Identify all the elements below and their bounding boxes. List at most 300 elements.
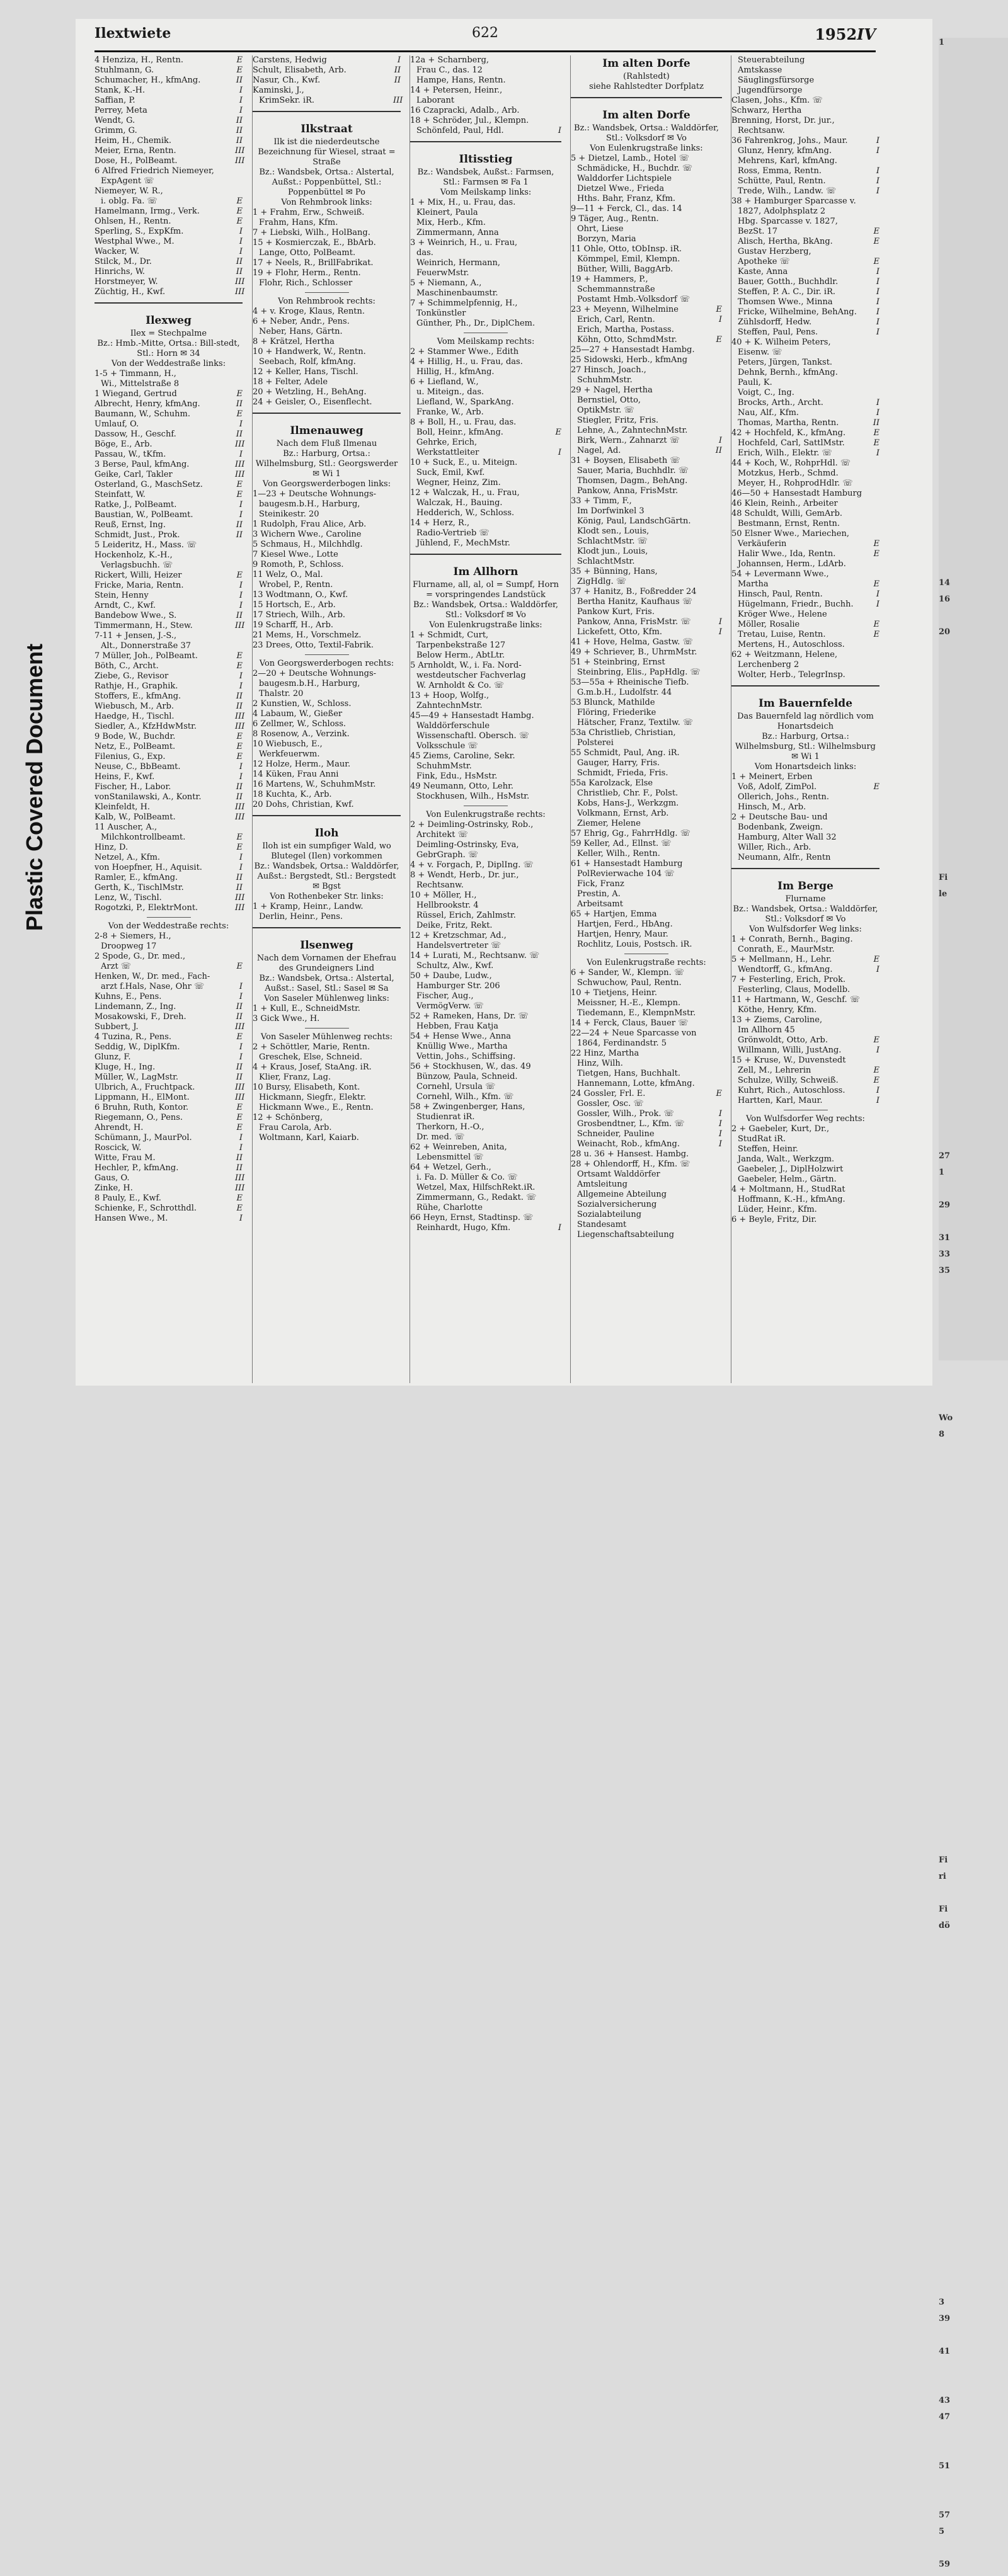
entry-floor	[714, 748, 722, 758]
directory-entry	[571, 1109, 722, 1119]
directory-entry	[94, 530, 243, 540]
directory-entry	[410, 1102, 561, 1112]
entry-floor: E	[873, 630, 879, 639]
entry-text: Hinrichs, W.	[94, 267, 146, 276]
entry-text: Fink, Edu., HsMstr.	[416, 772, 498, 781]
entry-floor	[714, 285, 722, 295]
directory-entry	[731, 802, 879, 812]
directory-entry	[94, 1022, 243, 1032]
directory-entry	[94, 792, 243, 802]
entry-floor	[714, 224, 722, 234]
directory-entry	[94, 1103, 243, 1113]
entry-floor: I	[239, 247, 243, 256]
entry-floor	[872, 126, 879, 136]
directory-entry	[571, 577, 722, 587]
directory-entry	[94, 692, 243, 702]
directory-entry	[571, 345, 722, 355]
entry-text: Radio-Vertrieb ☏	[416, 528, 490, 538]
entry-floor	[714, 587, 722, 597]
entry-floor: I	[239, 1052, 243, 1062]
street-heading: Im Bauernfelde	[731, 685, 879, 712]
entry-text: Jühlend, F., MechMstr.	[416, 539, 510, 548]
entry-text: König, Paul, LandschGärtn.	[577, 516, 691, 526]
directory-entry	[571, 486, 722, 496]
directory-entry	[253, 1042, 401, 1052]
entry-text: Bünzow, Paula, Schneid.	[416, 1072, 518, 1081]
entry-floor: III	[235, 621, 245, 630]
entry-floor	[393, 679, 401, 689]
directory-entry	[571, 688, 722, 698]
entry-floor: E	[236, 1032, 243, 1042]
entry-text: Carstens, Hedwig	[253, 55, 327, 65]
directory-entry	[94, 480, 243, 490]
directory-entry	[94, 136, 243, 146]
directory-entry	[731, 539, 879, 549]
directory-entry	[94, 257, 243, 267]
directory-entry	[94, 86, 243, 96]
adjacent-fragment	[939, 1888, 1008, 1905]
entry-floor	[554, 1193, 561, 1203]
entry-floor	[393, 337, 401, 347]
directory-entry	[94, 1214, 243, 1224]
entry-floor	[393, 499, 401, 510]
directory-entry	[571, 496, 722, 506]
entry-text: Wolter, Herb., TelegrInsp.	[738, 670, 845, 680]
entry-floor	[554, 258, 561, 268]
directory-entry	[731, 398, 879, 408]
entry-text: Rechtsanw.	[738, 126, 785, 135]
entry-text: 4 + v. Forgach, P., DiplIng. ☏	[410, 860, 534, 870]
directory-entry	[571, 254, 722, 265]
entry-text: Ohlsen, H., Rentn.	[94, 217, 171, 226]
directory-entry	[410, 539, 561, 549]
entry-floor: I	[239, 237, 243, 246]
entry-floor: E	[236, 571, 243, 580]
entry-text: 14 + Herz, R.,	[410, 518, 470, 528]
entry-text: Schemmannstraße	[577, 285, 655, 294]
entry-floor: I	[239, 227, 243, 236]
entry-floor	[393, 1123, 401, 1133]
entry-floor	[393, 800, 401, 810]
directory-entry	[410, 1183, 561, 1193]
directory-entry	[731, 348, 879, 358]
entry-floor: I	[239, 1143, 243, 1153]
directory-entry	[94, 1113, 243, 1123]
directory-entry	[731, 116, 879, 126]
entry-floor	[714, 698, 722, 708]
entry-floor	[554, 751, 561, 761]
entry-floor	[393, 550, 401, 560]
entry-floor: E	[873, 227, 879, 236]
entry-floor	[554, 1012, 561, 1022]
entry-text: Janda, Walt., Werkzgm.	[738, 1154, 835, 1164]
entry-text: Pauli, K.	[738, 378, 772, 387]
directory-entry	[94, 1032, 243, 1042]
directory-entry	[94, 470, 243, 480]
entry-floor: I	[239, 982, 243, 991]
street-note: Von Rothenbeker Str. links:	[270, 892, 384, 901]
entry-text: Steinbring, Elis., PapHdlg. ☏	[577, 668, 701, 677]
entry-floor	[714, 325, 722, 335]
entry-floor: I	[239, 106, 243, 115]
directory-entry	[731, 955, 879, 965]
entry-floor	[714, 658, 722, 668]
entry-text: Borzyn, Maria	[577, 234, 636, 244]
directory-entry	[731, 479, 879, 489]
directory-entry	[94, 561, 243, 571]
entry-floor: II	[236, 1063, 243, 1072]
entry-text: Nagel, Ad.	[577, 446, 621, 455]
directory-entry	[253, 357, 401, 367]
directory-entry	[731, 146, 879, 156]
entry-text: GebrGraph. ☏	[416, 850, 479, 860]
section-divider	[147, 917, 191, 918]
entry-text: Lerchenberg 2	[738, 660, 799, 670]
adjacent-fragment	[939, 2068, 1008, 2085]
adjacent-fragment	[939, 922, 1008, 938]
directory-entry	[731, 368, 879, 378]
entry-text: 23 + Meyenn, Wilhelmine	[571, 305, 679, 314]
entry-text: 25—27 + Hansestadt Hambg.	[571, 345, 695, 355]
entry-text: 6 + Liefland, W.,	[410, 377, 479, 387]
section-divider	[305, 654, 349, 655]
entry-floor	[872, 479, 879, 489]
adjacent-fragment: 31	[939, 1233, 951, 1243]
entry-floor	[872, 338, 879, 348]
entry-floor	[554, 1183, 561, 1193]
entry-text: Zimmermann, Anna	[416, 228, 499, 237]
entry-text: 14 + Petersen, Heinr.,	[410, 86, 503, 95]
directory-entry	[410, 86, 561, 96]
directory-entry	[410, 126, 561, 136]
entry-floor	[872, 569, 879, 579]
entry-text: 8 + Boll, H., u. Frau, das.	[410, 418, 517, 427]
entry-text: Rühe, Charlotte	[416, 1203, 483, 1212]
entry-floor: II	[236, 873, 243, 882]
entry-floor	[714, 678, 722, 688]
entry-floor	[554, 981, 561, 991]
entry-floor: I	[876, 146, 879, 156]
entry-floor	[393, 719, 401, 729]
directory-entry	[94, 863, 243, 873]
entry-floor	[554, 741, 561, 751]
directory-entry	[571, 466, 722, 476]
directory-entry	[94, 1173, 243, 1183]
entry-floor: II	[236, 116, 243, 125]
entry-floor: I	[239, 96, 243, 105]
entry-text: Festerling, Claus, Modellb.	[738, 985, 850, 994]
directory-entry	[571, 1220, 722, 1230]
entry-text: 2 + Deutsche Bau- und	[731, 812, 828, 822]
directory-entry	[253, 317, 401, 327]
directory-entry	[253, 780, 401, 790]
directory-entry	[571, 758, 722, 768]
directory-entry	[410, 941, 561, 951]
adjacent-fragment	[939, 2019, 1008, 2036]
entry-floor	[393, 1093, 401, 1103]
adjacent-fragment	[939, 1135, 1008, 1151]
entry-text: Kobs, Hans-J., Werkzgm.	[577, 799, 679, 808]
street-note: Bz.: Hmb.-Mitte, Ortsa.: Bill-stedt, Stl.: Horn ✉ 34	[97, 339, 240, 358]
entry-floor	[554, 691, 561, 701]
entry-floor	[872, 650, 879, 660]
directory-entry	[731, 388, 879, 398]
directory-entry	[731, 418, 879, 428]
entry-text: 19 Scharff, H., Arb.	[253, 620, 334, 630]
entry-floor	[554, 991, 561, 1001]
entry-floor	[714, 909, 722, 920]
adjacent-fragment: 33	[939, 1250, 951, 1259]
entry-floor	[872, 459, 879, 469]
entry-floor	[714, 668, 722, 678]
directory-entry	[94, 76, 243, 86]
entry-text: Cornehl, Wilh., Kfm. ☏	[416, 1092, 514, 1102]
entry-floor: III	[235, 470, 245, 479]
entry-floor	[235, 641, 243, 651]
entry-text: 11 Welz, O., Mal.	[253, 570, 323, 579]
entry-floor	[554, 671, 561, 681]
entry-text: 57 Ehrig, Gg., FahrrHdlg. ☏	[571, 829, 690, 838]
directory-entry	[571, 587, 722, 597]
entry-text: 13 + Hoop, Wolfg.,	[410, 691, 490, 700]
entry-text: Klodt sen., Louis,	[577, 527, 650, 536]
entry-text: Hths. Bahr, Franz, Kfm.	[577, 194, 676, 203]
entry-text: 2 Kunstien, W., Schloss.	[253, 699, 352, 709]
entry-text: VermögVerw. ☏	[416, 1001, 484, 1011]
entry-text: Säuglingsfürsorge	[738, 76, 815, 85]
entry-floor	[872, 529, 879, 539]
adjacent-fragment	[939, 431, 1008, 447]
entry-text: Schultz, Alw., Kwf.	[416, 961, 494, 971]
street-note: Von der Weddestraße rechts:	[108, 921, 229, 931]
entry-floor	[714, 426, 722, 436]
entry-floor	[714, 849, 722, 859]
entry-text: Horstmeyer, W.	[94, 277, 158, 287]
directory-entry	[253, 590, 401, 600]
directory-entry	[731, 126, 879, 136]
entry-floor	[714, 396, 722, 406]
entry-text: 29 + Nagel, Hertha	[571, 385, 653, 395]
entry-floor	[872, 853, 879, 863]
directory-entry	[571, 678, 722, 688]
entry-text: Thomsen, Dagm., BehAng.	[577, 476, 688, 486]
entry-floor	[554, 438, 561, 448]
adjacent-fragment	[939, 103, 1008, 120]
directory-entry	[94, 156, 243, 166]
adjacent-fragment: Fi	[939, 1855, 948, 1865]
entry-floor: II	[236, 530, 243, 540]
street-note: Flurname, all, al, ol = Sumpf, Horn = vorspringendes Landstück	[412, 580, 559, 600]
entry-text: Im Allhorn 45	[738, 1025, 795, 1035]
directory-entry	[410, 981, 561, 991]
directory-entry	[410, 870, 561, 881]
entry-text: Brocks, Arth., Archt.	[738, 398, 823, 407]
entry-floor: I	[876, 317, 879, 327]
entry-text: 3 Berse, Paul, kfmAng.	[94, 460, 190, 469]
directory-entry	[731, 579, 879, 590]
entry-floor	[554, 701, 561, 711]
entry-floor	[714, 998, 722, 1008]
entry-floor: III	[235, 712, 245, 721]
directory-entry	[571, 879, 722, 889]
entry-text: Mehrens, Karl, kfmAng.	[738, 156, 837, 166]
entry-floor: E	[873, 1066, 879, 1075]
entry-text: Gaus, O.	[94, 1173, 130, 1183]
directory-entry	[731, 975, 879, 985]
entry-floor	[393, 238, 401, 248]
entry-text: Lindemann, Z., Ing.	[94, 1002, 176, 1012]
entry-floor	[714, 1170, 722, 1180]
entry-floor	[554, 1062, 561, 1072]
entry-floor: III	[235, 146, 245, 156]
entry-text: 3 + Weinrich, H., u. Frau,	[410, 238, 518, 248]
directory-entry	[410, 860, 561, 870]
entry-text: Netz, E., PolBeamt.	[94, 742, 176, 751]
adjacent-fragment	[939, 545, 1008, 562]
entry-floor: II	[236, 1002, 243, 1012]
adjacent-fragment	[939, 1577, 1008, 1593]
entry-floor: I	[876, 186, 879, 196]
entry-text: Köhn, Otto, SchmdMstr.	[577, 335, 677, 345]
directory-entry	[410, 387, 561, 397]
directory-entry	[571, 436, 722, 446]
entry-text: Allgemeine Abteilung	[577, 1190, 667, 1199]
directory-entry	[410, 751, 561, 761]
page-header	[94, 19, 876, 52]
entry-floor	[554, 357, 561, 367]
entry-floor: I	[876, 1096, 879, 1105]
directory-entry	[571, 224, 722, 234]
directory-entry	[94, 277, 243, 287]
street-note: Von Saseler Mühlenweg links:	[264, 994, 389, 1003]
column-5	[731, 55, 879, 1383]
entry-text: Ahrendt, H.	[94, 1123, 144, 1132]
directory-entry	[410, 228, 561, 238]
adjacent-fragment	[939, 136, 1008, 152]
directory-entry	[94, 681, 243, 692]
directory-entry	[731, 1015, 879, 1025]
entry-floor	[393, 699, 401, 709]
directory-entry	[94, 440, 243, 450]
entry-text: Baumann, W., Schuhm.	[94, 409, 191, 419]
entry-floor: I	[876, 267, 879, 276]
entry-text: Schümann, J., MaurPol.	[94, 1133, 192, 1143]
entry-floor	[714, 1190, 722, 1200]
entry-floor	[714, 567, 722, 577]
directory-entry	[253, 1014, 401, 1024]
directory-entry	[731, 217, 879, 227]
entry-floor	[393, 689, 401, 699]
entry-floor	[393, 739, 401, 749]
street-heading: Im alten Dorfe	[602, 57, 690, 70]
entry-text: Hinsch, M., Arb.	[738, 802, 806, 812]
directory-entry	[94, 843, 243, 853]
entry-floor	[554, 299, 561, 309]
directory-entry	[731, 590, 879, 600]
entry-text: KrimSekr. iR.	[259, 96, 315, 105]
directory-entry	[731, 1165, 879, 1175]
entry-floor	[554, 55, 561, 66]
entry-floor	[554, 1213, 561, 1223]
directory-entry	[571, 998, 722, 1008]
directory-entry	[731, 812, 879, 823]
entry-floor: I	[239, 510, 243, 520]
entry-text: Hinz, D.	[94, 843, 129, 852]
adjacent-fragment	[939, 2117, 1008, 2134]
directory-entry	[731, 772, 879, 782]
directory-entry	[731, 408, 879, 418]
entry-floor	[554, 931, 561, 941]
directory-entry	[731, 277, 879, 287]
entry-floor	[393, 590, 401, 600]
entry-text: Timmermann, H., Stew.	[94, 621, 193, 630]
directory-entry	[94, 1143, 243, 1153]
adjacent-fragment	[939, 251, 1008, 267]
directory-entry	[410, 820, 561, 830]
entry-text: 3 Wichern Wwe., Caroline	[253, 530, 362, 539]
entry-text: 35 + Bünning, Hans,	[571, 567, 658, 576]
directory-entry	[571, 516, 722, 527]
entry-floor	[554, 288, 561, 299]
entry-floor	[393, 1073, 401, 1083]
entry-text: 10 + Möller, H.,	[410, 891, 477, 900]
entry-floor	[872, 1195, 879, 1205]
entry-text: Ollerich, Johs., Rentn.	[738, 792, 830, 802]
adjacent-fragment	[939, 2363, 1008, 2379]
street-note: Flurname	[785, 894, 826, 904]
entry-text: 14 + Lurati, M., Rechtsanw. ☏	[410, 951, 540, 960]
directory-entry	[94, 611, 243, 621]
entry-floor	[872, 247, 879, 257]
entry-floor	[393, 1103, 401, 1113]
entry-text: Hansen Wwe., M.	[94, 1214, 168, 1223]
entry-floor	[872, 106, 879, 116]
directory-entry	[571, 1069, 722, 1079]
street-heading: Im Allhorn	[410, 554, 561, 580]
entry-text: Hedderich, W., Schloss.	[416, 508, 515, 518]
directory-entry	[253, 902, 401, 912]
entry-text: 5 Schmaus, H., Milchhdlg.	[253, 540, 363, 549]
entry-text: ExpAgent ☏	[101, 176, 154, 186]
entry-floor	[235, 972, 243, 982]
entry-text: 15 Hortsch, E., Arb.	[253, 600, 336, 610]
directory-entry	[410, 498, 561, 508]
directory-entry	[94, 267, 243, 277]
entry-floor: II	[236, 126, 243, 135]
entry-floor	[714, 920, 722, 930]
entry-text: 6 + Beyle, Fritz, Dir.	[731, 1215, 817, 1224]
entry-text: Hoffmann, K.-H., kfmAng.	[738, 1195, 845, 1204]
entry-text: Willmann, Willi, JustAng.	[738, 1046, 842, 1055]
adjacent-fragment: Fi	[939, 1905, 948, 1914]
entry-text: Arbeitsamt	[577, 899, 623, 909]
adjacent-fragment	[939, 1806, 1008, 1823]
entry-floor	[714, 1230, 722, 1240]
entry-text: Therkorn, H.-O.,	[416, 1122, 484, 1132]
directory-entry	[731, 569, 879, 579]
entry-text: 37 + Hanitz, B., Foßredder 24	[571, 587, 697, 596]
directory-entry	[731, 995, 879, 1005]
entry-floor: I	[239, 772, 243, 782]
entry-floor	[554, 651, 561, 661]
directory-entry	[94, 732, 243, 742]
directory-entry	[253, 218, 401, 228]
adjacent-fragment: 29	[939, 1200, 951, 1210]
entry-text: Lehne, A., ZahntechnMstr.	[577, 426, 688, 435]
directory-entry	[94, 540, 243, 550]
entry-floor: E	[873, 549, 879, 559]
entry-floor: E	[236, 207, 243, 216]
